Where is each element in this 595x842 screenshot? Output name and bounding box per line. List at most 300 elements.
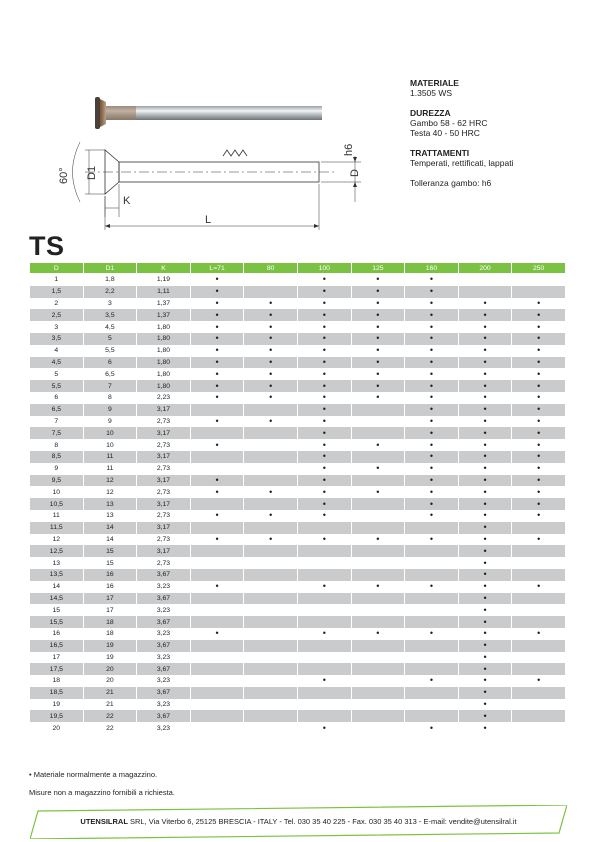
- availability-cell: [458, 581, 512, 593]
- stock-dot: •: [215, 510, 219, 521]
- availability-cell: [297, 439, 351, 451]
- cell-d: 14,5: [30, 593, 84, 605]
- availability-cell: [405, 652, 459, 664]
- cell-d: 8,5: [30, 451, 84, 463]
- stock-dot: •: [537, 498, 541, 509]
- stock-dot: •: [322, 451, 326, 462]
- stock-dot: •: [537, 392, 541, 403]
- stock-dot: •: [376, 297, 380, 308]
- availability-cell: [512, 569, 566, 581]
- cell-d1: 9: [83, 416, 137, 428]
- availability-cell: [458, 510, 512, 522]
- availability-cell: [405, 569, 459, 581]
- availability-cell: [351, 593, 405, 605]
- cell-d: 18,5: [30, 687, 84, 699]
- stock-dot: •: [215, 628, 219, 639]
- availability-cell: [297, 286, 351, 298]
- cell-d: 11,5: [30, 522, 84, 534]
- stock-dot: •: [429, 404, 434, 415]
- availability-cell: [297, 333, 351, 345]
- availability-cell: [351, 357, 405, 369]
- availability-cell: [351, 439, 405, 451]
- table-row: [30, 699, 566, 711]
- availability-cell: [405, 486, 459, 498]
- availability-cell: [244, 628, 298, 640]
- availability-cell: [405, 333, 459, 345]
- availability-cell: [190, 640, 244, 652]
- table-row: [30, 357, 566, 369]
- stock-dot: •: [483, 628, 487, 639]
- stock-dot: •: [269, 333, 273, 344]
- durezza-heading: DUREZZA: [410, 108, 451, 118]
- table-row: [30, 309, 566, 321]
- availability-cell: [190, 274, 244, 286]
- table-row: [30, 451, 566, 463]
- availability-cell: [190, 569, 244, 581]
- cell-d: 5: [30, 368, 84, 380]
- availability-cell: [405, 581, 459, 593]
- stock-dot: •: [215, 486, 219, 497]
- availability-cell: [351, 510, 405, 522]
- availability-cell: [512, 475, 566, 487]
- availability-cell: [244, 368, 298, 380]
- cell-k: 3,17: [137, 475, 191, 487]
- stock-dot: •: [483, 498, 487, 509]
- availability-cell: [190, 345, 244, 357]
- availability-cell: [297, 722, 351, 734]
- stock-dot: •: [376, 581, 380, 592]
- availability-cell: [190, 581, 244, 593]
- availability-cell: [458, 380, 512, 392]
- table-row: [30, 534, 566, 546]
- col-header-l160: 160: [405, 263, 459, 274]
- stock-dot: •: [537, 510, 541, 521]
- cell-d: 3,5: [30, 333, 84, 345]
- availability-cell: [458, 545, 512, 557]
- availability-cell: [405, 687, 459, 699]
- availability-cell: [297, 345, 351, 357]
- availability-cell: [297, 628, 351, 640]
- availability-cell: [190, 557, 244, 569]
- availability-cell: [244, 640, 298, 652]
- table-row: [30, 510, 566, 522]
- table-row: [30, 392, 566, 404]
- cell-k: 1,80: [137, 368, 191, 380]
- availability-cell: [458, 675, 512, 687]
- stock-dot: •: [537, 321, 541, 332]
- stock-dot: •: [483, 710, 487, 721]
- availability-cell: [244, 522, 298, 534]
- stock-dot: •: [269, 345, 273, 356]
- stock-dot: •: [483, 522, 487, 533]
- availability-cell: [458, 298, 512, 310]
- stock-dot: •: [429, 628, 434, 639]
- angle-label: 60°: [58, 167, 70, 184]
- availability-cell: [351, 687, 405, 699]
- availability-cell: [190, 427, 244, 439]
- availability-cell: [297, 616, 351, 628]
- availability-cell: [351, 604, 405, 616]
- availability-cell: [512, 427, 566, 439]
- availability-cell: [458, 345, 512, 357]
- cell-d1: 21: [83, 687, 137, 699]
- stock-dot: •: [483, 581, 487, 592]
- availability-cell: [458, 652, 512, 664]
- stock-dot: •: [376, 463, 380, 474]
- availability-cell: [297, 675, 351, 687]
- stock-dot: •: [483, 309, 487, 320]
- availability-cell: [512, 593, 566, 605]
- availability-cell: [351, 368, 405, 380]
- availability-cell: [190, 510, 244, 522]
- cell-d1: 6: [83, 357, 137, 369]
- cell-d1: 1,8: [83, 274, 137, 286]
- cell-d: 5,5: [30, 380, 84, 392]
- stock-dot: •: [269, 380, 273, 391]
- availability-cell: [244, 699, 298, 711]
- availability-cell: [405, 298, 459, 310]
- availability-cell: [405, 722, 459, 734]
- stock-dot: •: [322, 498, 326, 509]
- availability-cell: [351, 628, 405, 640]
- stock-dot: •: [537, 581, 541, 592]
- table-row: [30, 463, 566, 475]
- stock-dot: •: [537, 463, 541, 474]
- cell-k: 3,23: [137, 722, 191, 734]
- cell-k: 1,37: [137, 298, 191, 310]
- cell-k: 2,73: [137, 439, 191, 451]
- availability-cell: [351, 675, 405, 687]
- availability-cell: [190, 616, 244, 628]
- availability-cell: [244, 298, 298, 310]
- stock-dot: •: [269, 356, 273, 367]
- availability-cell: [458, 593, 512, 605]
- stock-dot: •: [215, 392, 219, 403]
- stock-dot: •: [483, 545, 487, 556]
- availability-cell: [512, 557, 566, 569]
- availability-cell: [458, 416, 512, 428]
- stock-dot: •: [215, 297, 219, 308]
- availability-cell: [190, 309, 244, 321]
- cell-d: 1: [30, 274, 84, 286]
- availability-cell: [458, 699, 512, 711]
- materiale-heading: MATERIALE: [410, 78, 459, 88]
- cell-k: 3,23: [137, 699, 191, 711]
- stock-dot: •: [376, 274, 380, 285]
- availability-cell: [351, 663, 405, 675]
- request-note: Misure non a magazzino fornibili a richiesta.: [29, 788, 175, 797]
- cell-d: 18: [30, 675, 84, 687]
- availability-cell: [405, 710, 459, 722]
- stock-dot: •: [429, 533, 434, 544]
- stock-dot: •: [322, 297, 326, 308]
- table-row: [30, 616, 566, 628]
- availability-cell: [458, 687, 512, 699]
- stock-dot: •: [483, 557, 487, 568]
- stock-dot: •: [483, 356, 487, 367]
- stock-dot: •: [322, 510, 326, 521]
- availability-cell: [351, 522, 405, 534]
- availability-cell: [190, 416, 244, 428]
- cell-k: 2,23: [137, 392, 191, 404]
- stock-dot: •: [376, 392, 380, 403]
- availability-cell: [190, 439, 244, 451]
- availability-cell: [458, 722, 512, 734]
- availability-cell: [458, 486, 512, 498]
- table-row: [30, 675, 566, 687]
- cell-k: 1,80: [137, 345, 191, 357]
- availability-cell: [458, 439, 512, 451]
- materiale-value: 1.3505 WS: [410, 88, 453, 98]
- availability-cell: [512, 616, 566, 628]
- stock-dot: •: [483, 404, 487, 415]
- availability-cell: [190, 675, 244, 687]
- availability-cell: [351, 309, 405, 321]
- availability-cell: [190, 380, 244, 392]
- availability-cell: [405, 510, 459, 522]
- availability-cell: [244, 722, 298, 734]
- cell-d1: 22: [83, 722, 137, 734]
- availability-cell: [190, 321, 244, 333]
- stock-dot: •: [429, 333, 434, 344]
- stock-dot: •: [429, 380, 434, 391]
- availability-cell: [405, 380, 459, 392]
- availability-cell: [351, 616, 405, 628]
- availability-cell: [512, 286, 566, 298]
- stock-dot: •: [537, 628, 541, 639]
- availability-cell: [512, 451, 566, 463]
- availability-cell: [351, 722, 405, 734]
- table-row: [30, 427, 566, 439]
- availability-cell: [297, 687, 351, 699]
- availability-cell: [351, 498, 405, 510]
- cell-d: 17,5: [30, 663, 84, 675]
- cell-k: 3,67: [137, 616, 191, 628]
- table-row: [30, 368, 566, 380]
- availability-cell: [458, 427, 512, 439]
- cell-k: 3,17: [137, 451, 191, 463]
- stock-dot: •: [215, 368, 219, 379]
- cell-d1: 5,5: [83, 345, 137, 357]
- stock-dot: •: [215, 309, 219, 320]
- availability-cell: [297, 321, 351, 333]
- availability-cell: [190, 451, 244, 463]
- stock-dot: •: [483, 415, 487, 426]
- availability-cell: [244, 593, 298, 605]
- trattamenti-heading: TRATTAMENTI: [410, 148, 470, 158]
- cell-d1: 10: [83, 439, 137, 451]
- stock-dot: •: [215, 345, 219, 356]
- cell-d: 19,5: [30, 710, 84, 722]
- availability-cell: [512, 663, 566, 675]
- stock-dot: •: [376, 628, 380, 639]
- availability-cell: [458, 498, 512, 510]
- cell-k: 1,11: [137, 286, 191, 298]
- table-row: [30, 321, 566, 333]
- availability-cell: [244, 604, 298, 616]
- stock-dot: •: [483, 463, 487, 474]
- stock-dot: •: [483, 321, 487, 332]
- table-row: [30, 640, 566, 652]
- table-row: [30, 345, 566, 357]
- stock-dot: •: [483, 510, 487, 521]
- availability-cell: [244, 333, 298, 345]
- availability-cell: [297, 392, 351, 404]
- availability-cell: [512, 274, 566, 286]
- stock-dot: •: [429, 486, 434, 497]
- stock-dot: •: [429, 474, 434, 485]
- stock-dot: •: [376, 380, 380, 391]
- availability-cell: [512, 687, 566, 699]
- cell-d1: 20: [83, 675, 137, 687]
- cell-d1: 20: [83, 663, 137, 675]
- stock-dot: •: [215, 321, 219, 332]
- availability-cell: [297, 427, 351, 439]
- availability-cell: [351, 427, 405, 439]
- table-row: [30, 593, 566, 605]
- stock-dot: •: [537, 333, 541, 344]
- availability-cell: [351, 345, 405, 357]
- availability-cell: [405, 274, 459, 286]
- availability-cell: [244, 274, 298, 286]
- cell-d: 4: [30, 345, 84, 357]
- availability-cell: [297, 581, 351, 593]
- stock-dot: •: [483, 474, 487, 485]
- availability-cell: [458, 368, 512, 380]
- table-row: [30, 522, 566, 534]
- availability-cell: [244, 486, 298, 498]
- stock-dot: •: [322, 427, 326, 438]
- availability-cell: [351, 321, 405, 333]
- availability-cell: [458, 663, 512, 675]
- stock-dot: •: [483, 451, 487, 462]
- availability-cell: [244, 510, 298, 522]
- stock-dot: •: [322, 415, 326, 426]
- cell-d: 3: [30, 321, 84, 333]
- stock-dot: •: [269, 321, 273, 332]
- cell-d1: 21: [83, 699, 137, 711]
- durezza-testa: Testa 40 - 50 HRC: [410, 128, 480, 138]
- cell-d1: 13: [83, 498, 137, 510]
- availability-cell: [244, 357, 298, 369]
- cell-d: 7,5: [30, 427, 84, 439]
- stock-dot: •: [269, 510, 273, 521]
- availability-cell: [351, 380, 405, 392]
- cell-d1: 6,5: [83, 368, 137, 380]
- stock-dot: •: [483, 297, 487, 308]
- stock-dot: •: [269, 368, 273, 379]
- availability-cell: [244, 451, 298, 463]
- stock-dot: •: [537, 415, 541, 426]
- stock-dot: •: [376, 368, 380, 379]
- stock-dot: •: [483, 687, 487, 698]
- cell-d1: 22: [83, 710, 137, 722]
- availability-cell: [405, 522, 459, 534]
- col-header-k: K: [137, 263, 191, 274]
- l-label: L: [205, 214, 212, 226]
- stock-dot: •: [322, 321, 326, 332]
- stock-dot: •: [537, 451, 541, 462]
- availability-cell: [405, 463, 459, 475]
- availability-cell: [458, 451, 512, 463]
- stock-dot: •: [429, 415, 434, 426]
- availability-cell: [297, 604, 351, 616]
- availability-cell: [512, 309, 566, 321]
- company-name: UTENSILRAL: [80, 817, 128, 826]
- availability-cell: [351, 274, 405, 286]
- stock-dot: •: [376, 439, 380, 450]
- availability-cell: [190, 298, 244, 310]
- cell-d1: 11: [83, 463, 137, 475]
- stock-dot: •: [537, 309, 541, 320]
- availability-cell: [512, 652, 566, 664]
- availability-cell: [351, 557, 405, 569]
- availability-cell: [297, 486, 351, 498]
- availability-cell: [297, 463, 351, 475]
- availability-cell: [190, 498, 244, 510]
- availability-cell: [405, 640, 459, 652]
- cell-d1: 3: [83, 298, 137, 310]
- stock-dot: •: [483, 380, 487, 391]
- cell-d1: 14: [83, 534, 137, 546]
- cell-d1: 15: [83, 545, 137, 557]
- stock-dot: •: [429, 309, 434, 320]
- availability-cell: [297, 368, 351, 380]
- table-row: [30, 274, 566, 286]
- stock-dot: •: [483, 699, 487, 710]
- availability-cell: [351, 451, 405, 463]
- availability-cell: [405, 475, 459, 487]
- availability-cell: [244, 498, 298, 510]
- availability-cell: [458, 333, 512, 345]
- cell-d1: 18: [83, 628, 137, 640]
- cell-d: 17: [30, 652, 84, 664]
- ejector-pin-photo: [92, 92, 322, 132]
- stock-dot: •: [269, 392, 273, 403]
- availability-cell: [458, 321, 512, 333]
- cell-d1: 10: [83, 427, 137, 439]
- availability-cell: [405, 628, 459, 640]
- stock-dot: •: [429, 427, 434, 438]
- stock-dot: •: [322, 274, 326, 285]
- cell-d1: 11: [83, 451, 137, 463]
- availability-cell: [458, 309, 512, 321]
- stock-dot: •: [376, 356, 380, 367]
- cell-d: 1,5: [30, 286, 84, 298]
- availability-cell: [190, 663, 244, 675]
- cell-d: 9,5: [30, 475, 84, 487]
- availability-cell: [405, 534, 459, 546]
- table-row: [30, 581, 566, 593]
- availability-cell: [405, 416, 459, 428]
- stock-dot: •: [483, 675, 487, 686]
- availability-cell: [244, 663, 298, 675]
- product-title: TS: [29, 231, 65, 261]
- stock-dot: •: [215, 333, 219, 344]
- availability-cell: [297, 357, 351, 369]
- stock-dot: •: [322, 581, 326, 592]
- availability-cell: [244, 392, 298, 404]
- cell-k: 3,67: [137, 640, 191, 652]
- table-row: [30, 604, 566, 616]
- availability-cell: [351, 333, 405, 345]
- availability-cell: [297, 380, 351, 392]
- availability-cell: [190, 545, 244, 557]
- cell-d1: 12: [83, 486, 137, 498]
- availability-cell: [297, 569, 351, 581]
- cell-k: 2,73: [137, 416, 191, 428]
- availability-cell: [405, 357, 459, 369]
